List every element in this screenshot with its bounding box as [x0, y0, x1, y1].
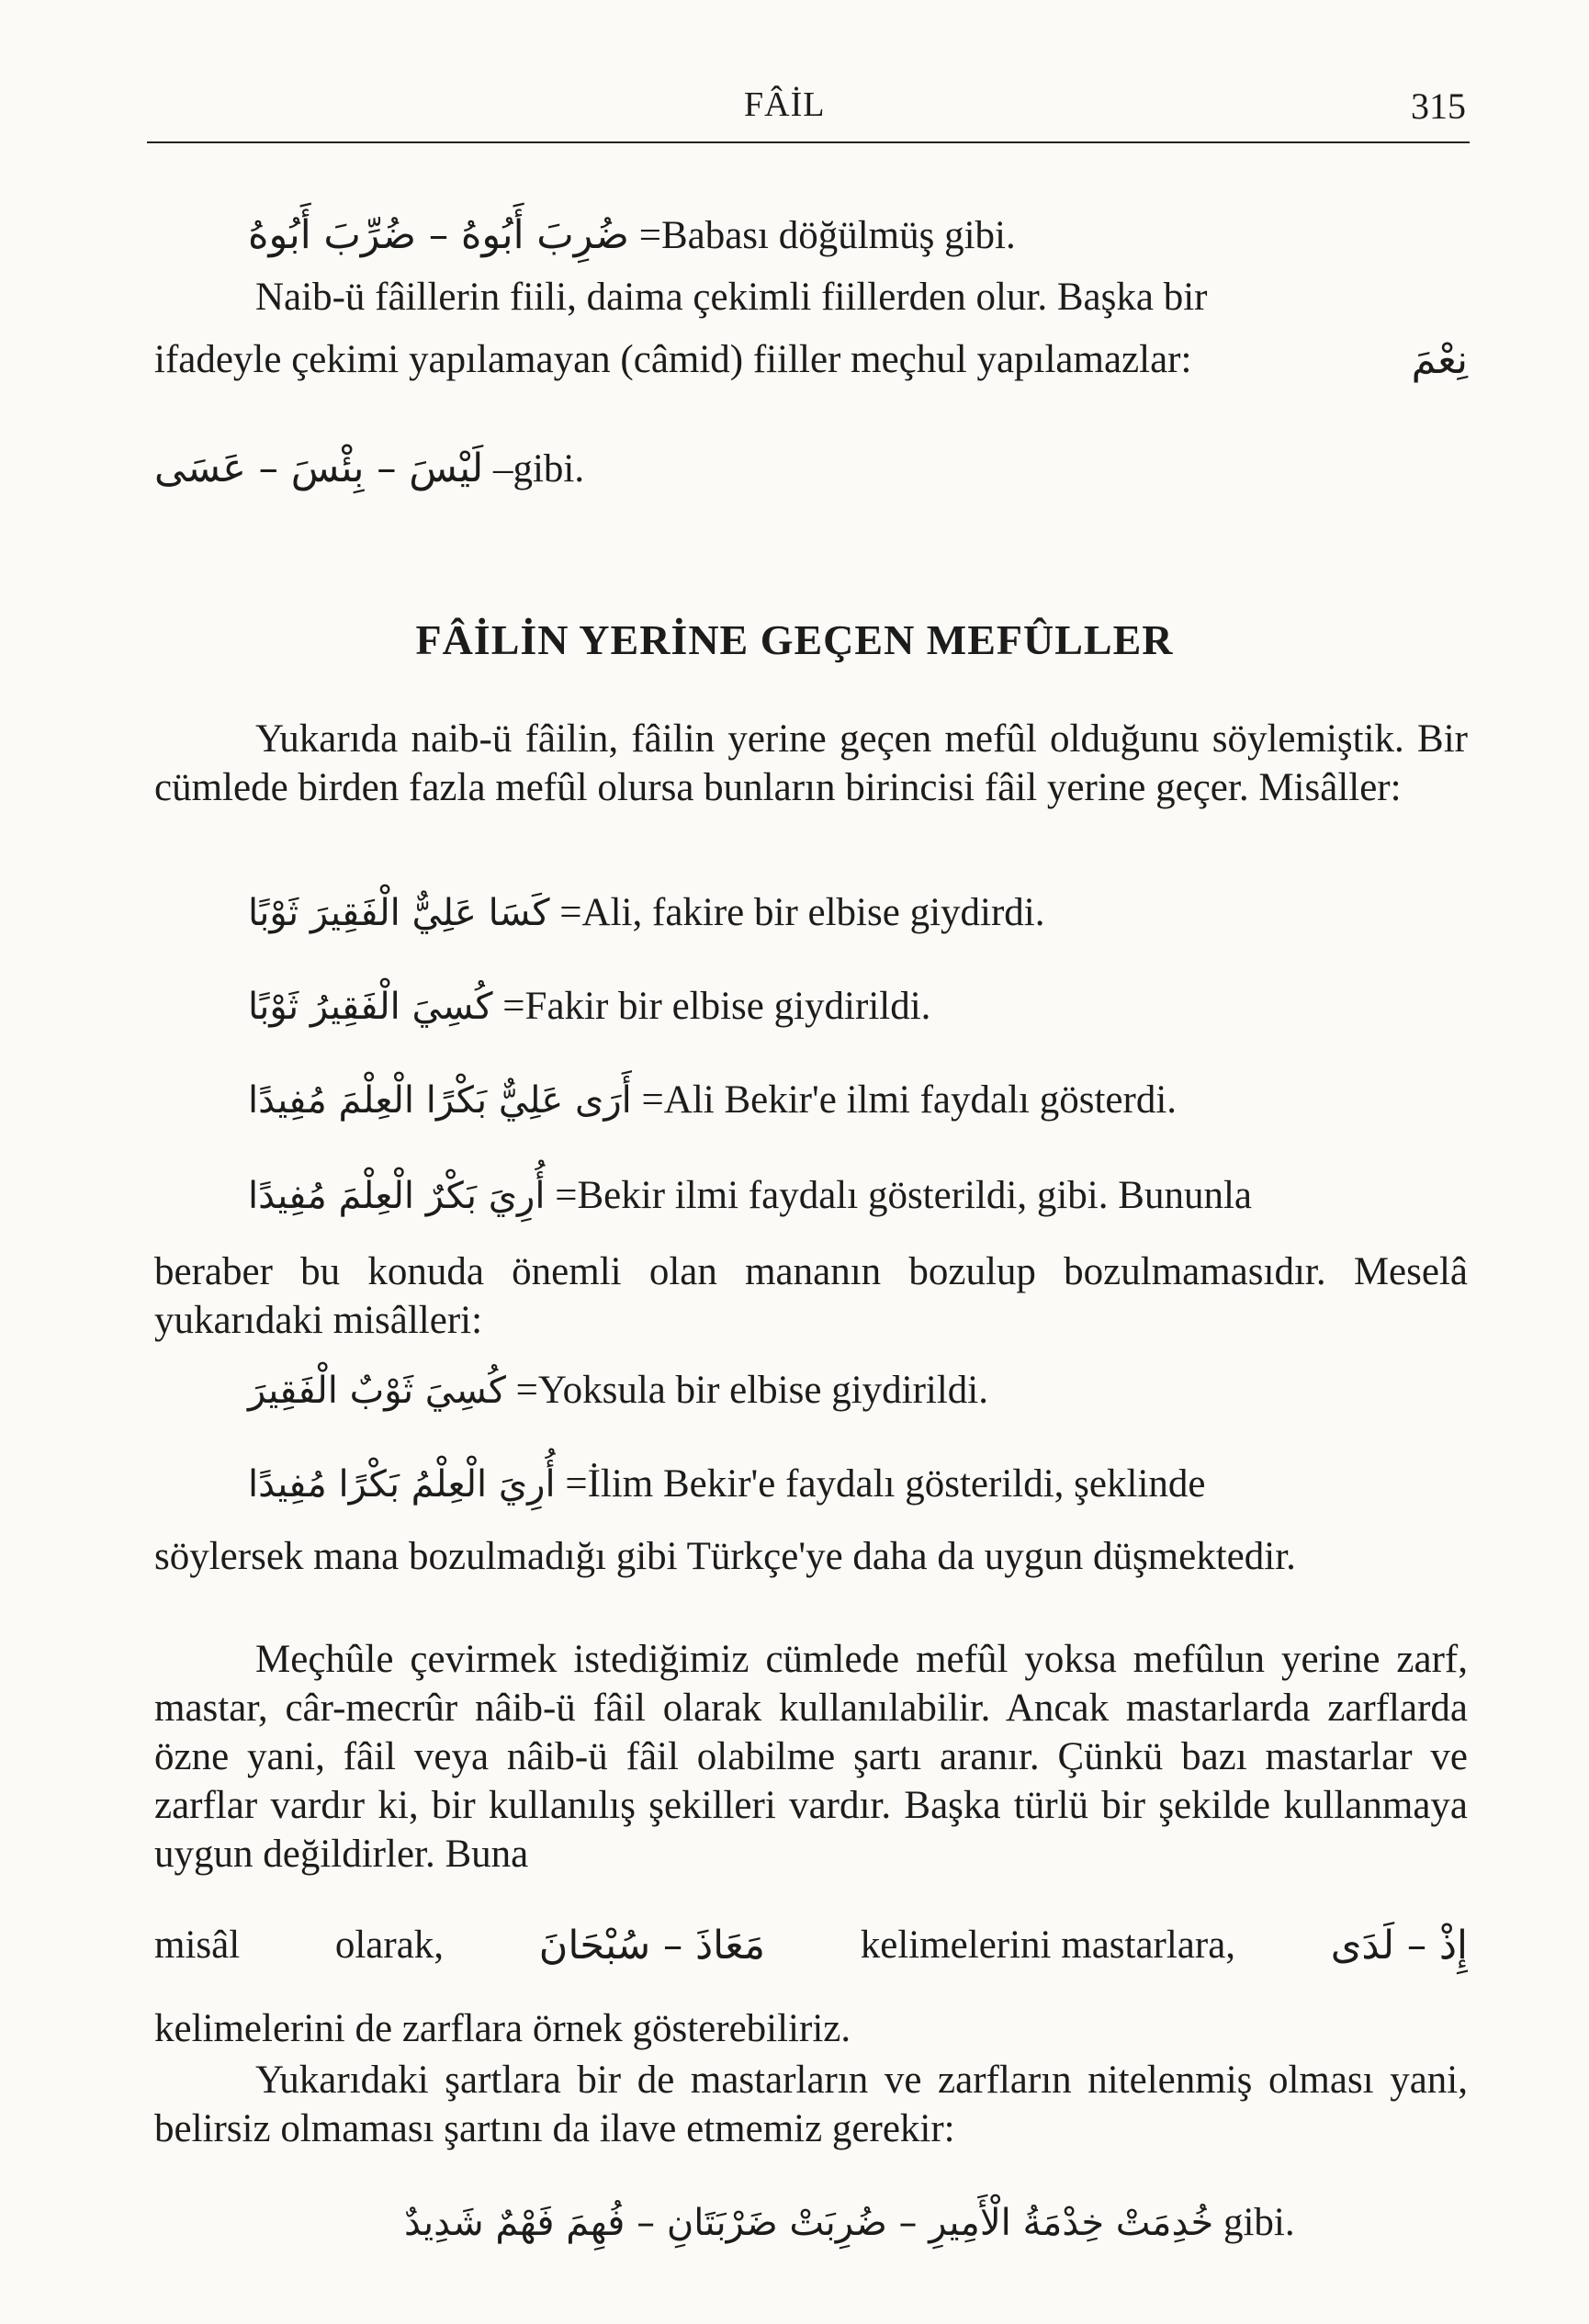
translation: –gibi.	[492, 447, 585, 491]
arabic-words: إِذْ – لَدَى	[1330, 1923, 1468, 1969]
translation: =Yoksula bir elbise giydirildi.	[515, 1369, 988, 1412]
translation: =Ali Bekir'e ilmi faydalı gösterdi.	[641, 1078, 1178, 1122]
arabic-word: نِعْمَ	[1411, 337, 1468, 383]
example-line	[248, 889, 1044, 937]
paragraph: Meçhûle çevirmek istediğimiz cümlede mefûl yoksa mefûlun yerine zarf, mastar, câr-mecrûr nâib-ü fâil olarak kullanılabilir. Ancak mastarlarda zarflarda özne yani, fâil veya nâib-ü fâil olabilme şartı aranır. Çünkü bazı mastarlar ve zarflar vardır ki, bir kullanılış şekilleri vardır. Başka türlü bir şekilde kullanmaya uygun değildirler. Buna	[154, 1638, 1468, 1876]
paragraph: Yukarıda naib-ü fâilin, fâilin yerine geçen mefûl olduğunu söylemiştik. Bir cümlede birden fazla mefûl olursa bunların birincisi fâil yerine geçer. Misâller:	[154, 717, 1468, 809]
arabic-example: كَسَا عَلِيٌّ الْفَقِيرَ ثَوْبًا	[248, 892, 550, 934]
arabic-words: مَعَاذَ – سُبْحَانَ	[538, 1923, 766, 1969]
arabic-example: أُرِيَ بَكْرٌ الْعِلْمَ مُفِيدًا	[248, 1175, 546, 1217]
translation: =Fakir bir elbise giydirildi.	[502, 985, 931, 1028]
arabic-example: كُسِيَ ثَوْبٌ الْفَقِيرَ	[248, 1370, 506, 1412]
arabic-example: أُرِيَ الْعِلْمُ بَكْرًا مُفِيدًا	[248, 1463, 556, 1506]
arabic-example: لَيْسَ – بِئْسَ – عَسَى	[154, 446, 484, 491]
final-example-line	[404, 2199, 1295, 2247]
translation: =İlim Bekir'e faydalı gösterildi, şeklinde	[565, 1462, 1206, 1506]
paragraph-line: Naib-ü fâillerin fiili, daima çekimli fiillerden olur. Başka bir	[255, 276, 1208, 319]
arabic-example: كُسِيَ الْفَقِيرُ ثَوْبًا	[248, 986, 493, 1028]
word: misâl	[154, 1924, 241, 1967]
word: kelimelerini mastarlara,	[860, 1924, 1236, 1967]
header-title: FÂİL	[744, 85, 826, 124]
section-heading: FÂİLİN YERİNE GEÇEN MEFÛLLER	[415, 616, 1174, 663]
example-line-gibi	[154, 445, 584, 493]
example-line	[248, 1077, 1177, 1124]
example-line	[248, 1172, 1252, 1220]
paragraph: söylersek mana bozulmadığı gibi Türkçe'ye daha da uygun düşmektedir.	[154, 1535, 1296, 1578]
translation: gibi.	[1223, 2201, 1295, 2244]
translation: =Ali, fakire bir elbise giydirdi.	[559, 891, 1045, 934]
page-number: 315	[1411, 85, 1466, 127]
paragraph-text: ifadeyle çekimi yapılamayan (câmid) fiiller meçhul yapılamazlar:	[154, 338, 1192, 381]
example-line-babasi	[248, 211, 1016, 260]
running-header	[147, 85, 1470, 143]
arabic-example: خُدِمَتْ خِدْمَةُ الْأَمِيرِ – ضُرِبَتْ ضَرْبَتَانِ – فُهِمَ فَهْمٌ شَدِيدٌ	[404, 2202, 1214, 2244]
word: olarak,	[334, 1924, 445, 1967]
paragraph: kelimelerini de zarflara örnek gösterebiliriz.	[154, 2007, 851, 2050]
paragraph-line	[154, 336, 1468, 384]
example-line	[248, 983, 930, 1031]
arabic-example: ضُرِبَ أَبُوهُ – ضُرِّبَ أَبُوهُ	[248, 212, 629, 258]
paragraph: beraber bu konuda önemli olan mananın bozulup bozulmamasıdır. Meselâ yukarıdaki misâlleri:	[154, 1250, 1468, 1342]
translation: =Bekir ilmi faydalı gösterildi, gibi. Bununla	[555, 1174, 1252, 1217]
example-line	[248, 1367, 988, 1415]
arabic-example: أَرَى عَلِيٌّ بَكْرًا الْعِلْمَ مُفِيدًا	[248, 1079, 632, 1122]
paragraph: Yukarıdaki şartlara bir de mastarların ve zarfların nitelenmiş olması yani, belirsiz olmaması şartını da ilave etmemiz gerekir:	[154, 2059, 1468, 2150]
translation: =Babası döğülmüş gibi.	[638, 214, 1016, 257]
misal-line	[154, 1922, 1468, 1969]
example-line	[248, 1461, 1205, 1508]
